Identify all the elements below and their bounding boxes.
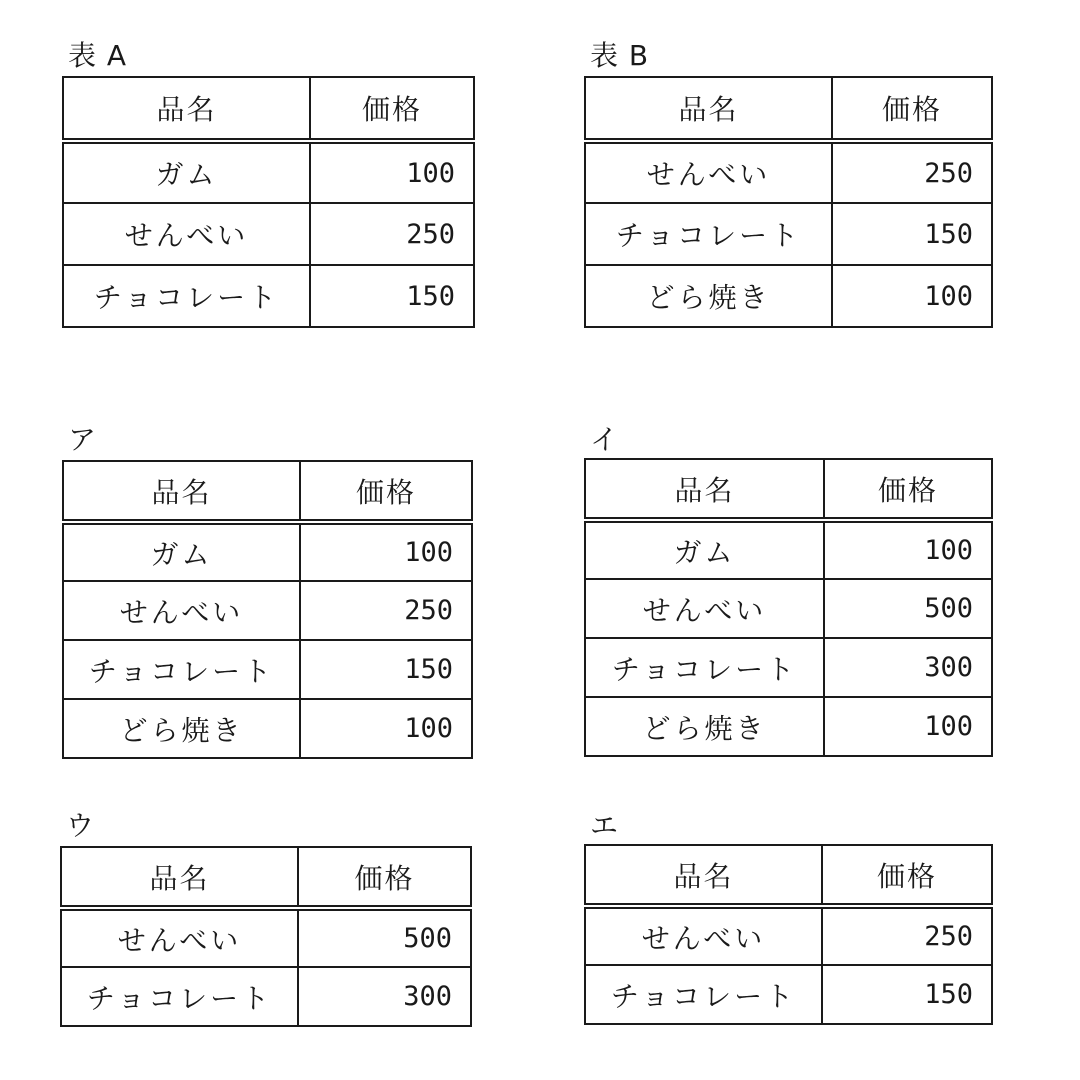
option-a-caption: ア — [68, 423, 98, 456]
table-row — [63, 203, 474, 265]
item-name-cell: どら焼き — [585, 265, 832, 327]
table-row — [63, 640, 472, 699]
table-row — [63, 581, 472, 640]
item-price-cell: 150 — [832, 203, 992, 265]
header-price-cell: 価格 — [822, 845, 992, 906]
item-price-cell: 100 — [300, 522, 472, 581]
item-name-cell: せんべい — [585, 579, 824, 638]
item-name-cell: せんべい — [63, 581, 300, 640]
item-name-cell: チョコレート — [63, 265, 310, 327]
header-name-cell: 品名 — [61, 847, 298, 908]
item-name-cell: ガム — [63, 522, 300, 581]
header-price-cell: 価格 — [310, 77, 474, 141]
header-name-cell: 品名 — [585, 459, 824, 520]
item-price-cell: 100 — [824, 520, 992, 579]
table-row — [585, 203, 992, 265]
item-price-cell: 100 — [832, 265, 992, 327]
item-price-cell: 300 — [824, 638, 992, 697]
option-e-table — [584, 844, 993, 1025]
item-name-cell: ガム — [585, 520, 824, 579]
option-a-table — [62, 460, 473, 759]
item-price-cell: 250 — [300, 581, 472, 640]
item-price-cell: 500 — [824, 579, 992, 638]
option-e-caption: エ — [590, 809, 620, 842]
header-name-cell: 品名 — [585, 77, 832, 141]
option-u-table — [60, 846, 472, 1027]
item-name-cell: どら焼き — [585, 697, 824, 756]
item-price-cell: 250 — [822, 906, 992, 965]
header-price-cell: 価格 — [300, 461, 472, 522]
table-row — [585, 965, 992, 1024]
option-i-table — [584, 458, 993, 757]
item-name-cell: せんべい — [63, 203, 310, 265]
table-row — [63, 699, 472, 758]
table-row — [585, 520, 992, 579]
table-row — [585, 638, 992, 697]
header-name-cell: 品名 — [63, 461, 300, 522]
item-name-cell: せんべい — [585, 141, 832, 203]
table-row — [61, 967, 471, 1026]
item-price-cell: 500 — [298, 908, 471, 967]
table-row — [63, 141, 474, 203]
item-price-cell: 100 — [824, 697, 992, 756]
option-u-caption: ウ — [66, 809, 96, 842]
table-b — [584, 76, 993, 328]
item-name-cell: チョコレート — [585, 965, 822, 1024]
item-name-cell: チョコレート — [585, 638, 824, 697]
item-price-cell: 100 — [300, 699, 472, 758]
item-price-cell: 250 — [310, 203, 474, 265]
item-price-cell: 100 — [310, 141, 474, 203]
table-row — [585, 697, 992, 756]
item-price-cell: 150 — [300, 640, 472, 699]
item-name-cell: ガム — [63, 141, 310, 203]
header-price-cell: 価格 — [832, 77, 992, 141]
item-name-cell: チョコレート — [63, 640, 300, 699]
table-row — [585, 579, 992, 638]
item-name-cell: チョコレート — [61, 967, 298, 1026]
item-price-cell: 150 — [310, 265, 474, 327]
table-row — [61, 908, 471, 967]
table-row — [585, 265, 992, 327]
item-price-cell: 300 — [298, 967, 471, 1026]
header-name-cell: 品名 — [63, 77, 310, 141]
table-a — [62, 76, 475, 328]
table-row — [585, 906, 992, 965]
item-name-cell: チョコレート — [585, 203, 832, 265]
item-price-cell: 150 — [822, 965, 992, 1024]
header-name-cell: 品名 — [585, 845, 822, 906]
table-b-caption: 表 B — [590, 39, 650, 72]
item-name-cell: どら焼き — [63, 699, 300, 758]
header-price-cell: 価格 — [824, 459, 992, 520]
table-row — [585, 141, 992, 203]
option-i-caption: イ — [590, 423, 620, 456]
header-price-cell: 価格 — [298, 847, 471, 908]
item-name-cell: せんべい — [61, 908, 298, 967]
table-row — [63, 265, 474, 327]
item-price-cell: 250 — [832, 141, 992, 203]
table-row — [63, 522, 472, 581]
item-name-cell: せんべい — [585, 906, 822, 965]
table-a-caption: 表 A — [68, 39, 128, 72]
